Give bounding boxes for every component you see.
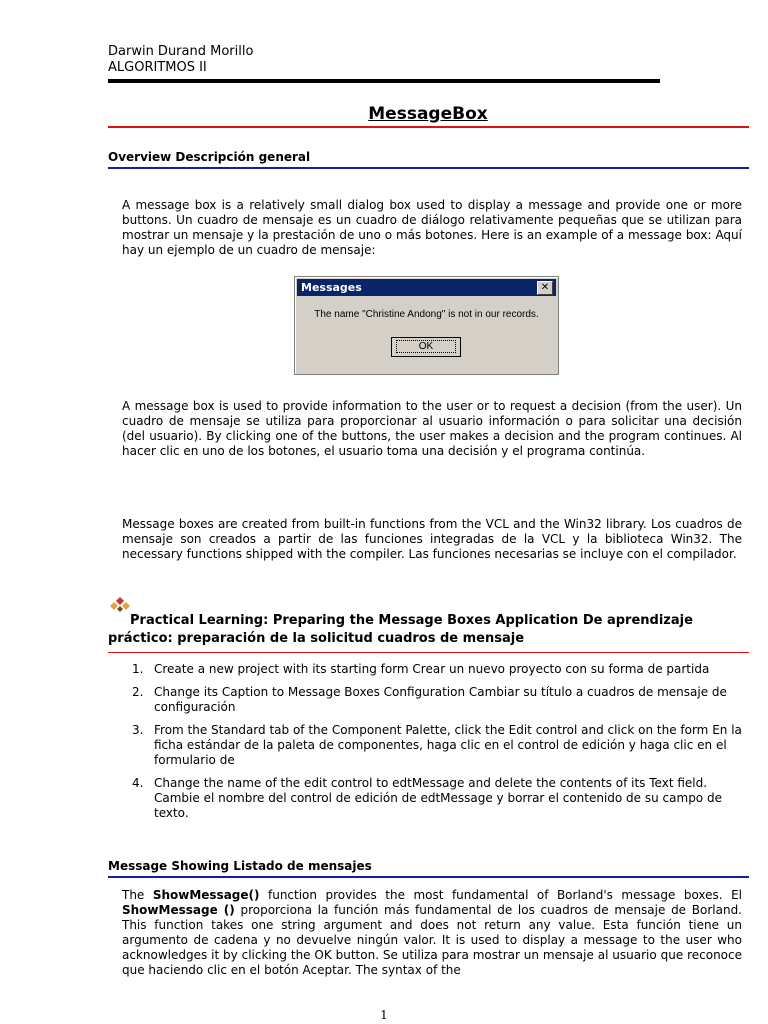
list-item — [128, 685, 748, 715]
overview-paragraph-2: A message box is used to provide information to the user or to request a decision (from the user). Un cuadro de mensaje se utiliza para proporcionar al usuario información o para solicitar una decisión (del usuario). By clicking one of the buttons, the user makes a decision and the program continues. Al hacer clic en uno de los botones, el usuario toma una decisión y el programa continúa. — [122, 399, 742, 458]
message-showing-heading: Message Showing Listado de mensajes — [108, 859, 372, 873]
step-text: Change its Caption to Message Boxes Configuration Cambiar su título a cuadros de mensaje de configuración — [154, 685, 727, 714]
code-term: ShowMessage () — [122, 903, 235, 917]
ok-button[interactable] — [391, 337, 461, 357]
message-showing-divider — [108, 876, 749, 878]
list-item — [128, 776, 748, 821]
dialog-message: The name "Christine Andong" is not in our records. — [314, 309, 539, 320]
practical-learning-heading — [108, 612, 748, 648]
overview-paragraph-3: Message boxes are created from built-in functions from the VCL and the Win32 library. Los cuadros de mensaje son creados a partir de las funciones integradas de la VCL y la biblioteca Win32. The necessary functions shipped with the compiler. Las funciones necesarias se incluye con el compilador. — [122, 517, 742, 561]
list-item — [128, 723, 748, 768]
text-run: function provides the most fundamental of Borland's message boxes. El — [259, 888, 742, 902]
step-text: From the Standard tab of the Component Palette, click the Edit control and click on the form En la ficha estándar de la paleta de componentes, haga clic en el control de edición y haga clic en el formulario de — [154, 723, 742, 767]
course-name: ALGORITMOS II — [108, 60, 207, 75]
step-text: Create a new project with its starting form Crear un nuevo proyecto con su forma de partida — [154, 662, 710, 676]
dialog-titlebar — [297, 279, 556, 296]
step-text: Change the name of the edit control to edtMessage and delete the contents of its Text field. Cambie el nombre del control de edición de edtMessage y borrar el contenido de su campo de texto. — [154, 776, 722, 820]
overview-paragraph-1: A message box is a relatively small dialog box used to display a message and provide one or more buttons. Un cuadro de mensaje es un cuadro de diálogo relativamente pequeñas que se utilizan para mostrar un mensaje y la prestación de uno o más botones. Here is an example of a message box: Aquí hay un ejemplo de un cuadro de mensaje: — [122, 198, 742, 257]
code-term: ShowMessage() — [152, 888, 260, 902]
close-icon[interactable]: ✕ — [537, 281, 553, 295]
step-number: 3. — [132, 723, 144, 737]
practical-divider — [108, 652, 749, 653]
author-name: Darwin Durand Morillo — [108, 44, 254, 59]
header-divider — [108, 79, 660, 83]
step-number: 2. — [132, 685, 144, 699]
dialog-title: Messages — [301, 281, 362, 294]
practical-learning-heading-text: Practical Learning: Preparing the Message Boxes Application De aprendizaje práctico: preparación de la solicitud cuadros de mensaje — [108, 613, 693, 646]
decorative-diamond-icon — [110, 597, 130, 613]
showmessage-paragraph — [122, 888, 742, 978]
overview-heading: Overview Descripción general — [108, 150, 311, 164]
step-number: 1. — [132, 662, 144, 676]
ok-button-label: OK — [396, 340, 456, 353]
document-header — [108, 44, 253, 76]
title-divider — [108, 126, 749, 128]
message-box-example — [294, 276, 559, 375]
list-item — [128, 662, 748, 677]
page-title: MessageBox — [368, 104, 488, 124]
page-number: 1 — [380, 1008, 388, 1022]
steps-list — [128, 662, 748, 829]
text-run: The — [122, 888, 153, 902]
overview-divider — [108, 167, 749, 169]
text-run: proporciona la función más fundamental de los cuadros de mensaje de Borland. This function takes one string argument and does not return any value. Esta función tiene un argumento de cadena y no devuelve ningún valor. It is used to display a message to the user who acknowledges it by clicking the OK button. Se utiliza para mostrar un mensaje al usuario que reconoce que haciendo clic en el botón Aceptar. The syntax of the — [122, 903, 743, 977]
step-number: 4. — [132, 776, 144, 790]
